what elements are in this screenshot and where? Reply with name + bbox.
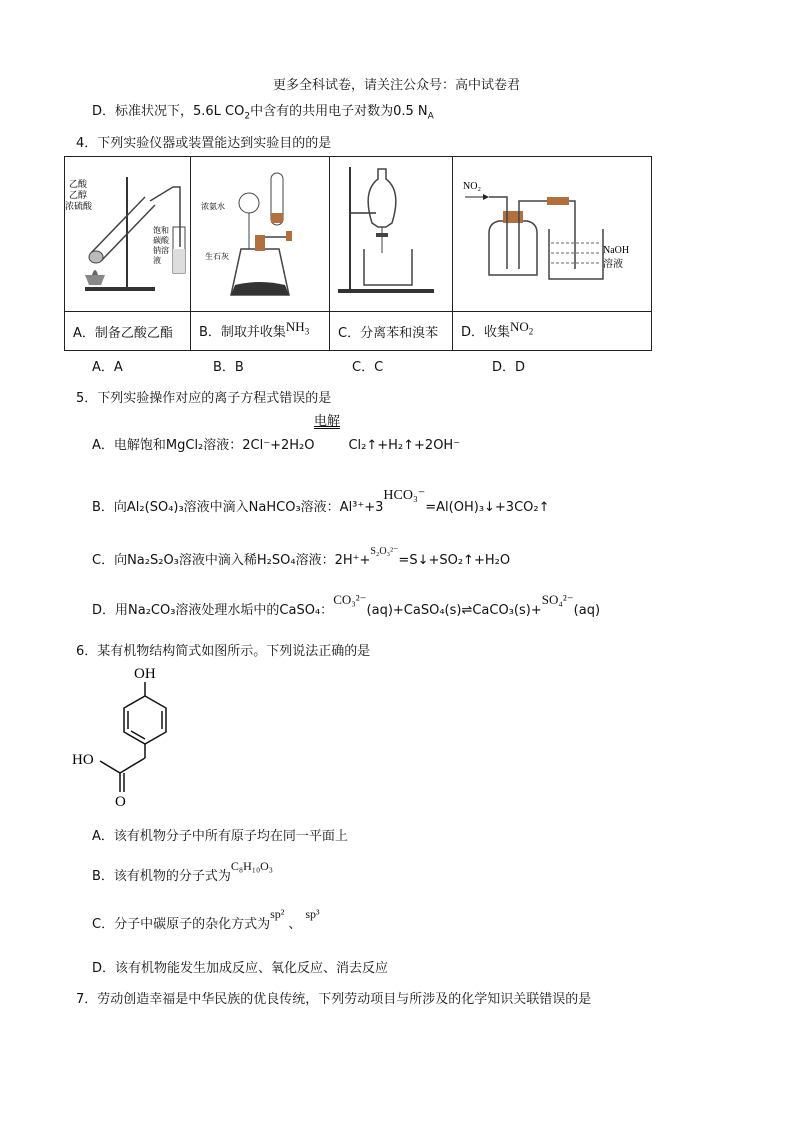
q3d-sub: 2 xyxy=(244,111,251,122)
label-o-bottom: O xyxy=(115,794,126,810)
q3-option-d xyxy=(92,100,434,122)
q4-answer-a[interactable]: A．A xyxy=(92,360,123,375)
q6c-prefix: C．分子中碳原子的杂化方式为 xyxy=(92,917,271,932)
q5-option-d xyxy=(92,592,601,618)
label-d-3: 溶液 xyxy=(603,259,623,270)
q4-answer-d[interactable]: D．D xyxy=(492,360,526,375)
q6c-sp3: sp³ xyxy=(305,907,320,921)
q5c-right: =S↓+SO₂↑+H₂O xyxy=(398,553,511,568)
q5d-mid: (aq)+CaSO₄(s)⇌CaCO₃(s)+ xyxy=(366,603,542,618)
label-a-6: 钠溶 xyxy=(153,246,169,255)
apparatus-b-cell xyxy=(191,157,330,312)
q4-stem: 4．下列实验仪器或装置能达到实验目的的是 xyxy=(76,136,332,151)
caption-c: C．分离苯和溴苯 xyxy=(330,312,453,351)
q5-option-a xyxy=(92,434,460,453)
caption-d xyxy=(453,312,652,351)
q6b-formula: C₈H₁₀O₃ xyxy=(230,859,273,873)
q5d-left: D．用Na₂CO₃溶液处理水垢中的CaSO₄： xyxy=(92,603,334,618)
q3d-prefix: D．标准状况下，5.6L CO xyxy=(92,104,245,119)
q3d-subA: A xyxy=(427,111,434,122)
page-header: 更多全科试卷，请关注公众号：高中试卷君 xyxy=(273,78,521,93)
q5d-ion2: SO₄²⁻ xyxy=(541,592,574,607)
caption-d-sub: 2 xyxy=(528,326,534,337)
caption-d-prefix: D．收集 xyxy=(461,324,511,340)
caption-b-sub: 3 xyxy=(304,326,310,337)
q5c-ion: S₂O₃²⁻ xyxy=(370,546,399,557)
apparatus-d-figure xyxy=(453,157,651,311)
q5a-left: A．电解饱和MgCl₂溶液：2Cl⁻+2H₂O xyxy=(92,438,315,453)
label-a-7: 液 xyxy=(153,256,161,265)
q5-stem: 5．下列实验操作对应的离子方程式错误的是 xyxy=(76,391,332,406)
q6-option-c xyxy=(92,907,320,932)
q4-apparatus-table xyxy=(64,156,652,351)
q6c-sp2: sp² xyxy=(270,907,285,921)
caption-b-formula-text: NH xyxy=(285,318,305,334)
label-b-2: 生石灰 xyxy=(205,252,229,261)
q6-option-b xyxy=(92,859,273,884)
label-a-2: 乙醇 xyxy=(69,191,88,201)
label-a-5: 碳酸 xyxy=(153,236,169,245)
q5-option-c xyxy=(92,546,511,568)
q4-answer-b[interactable]: B．B xyxy=(213,360,244,375)
label-ho-left: HO xyxy=(72,752,94,768)
q5-option-b xyxy=(92,488,550,516)
q6-option-a: A．该有机物分子中所有原子均在同一平面上 xyxy=(92,829,348,844)
q6c-sep: 、 xyxy=(288,917,302,932)
caption-d-formula xyxy=(510,318,534,337)
q5a-right: Cl₂↑+H₂↑+2OH⁻ xyxy=(348,438,461,453)
q6-structure-figure xyxy=(70,660,180,810)
apparatus-b-figure xyxy=(191,157,329,311)
label-a-4: 饱和 xyxy=(153,226,169,235)
label-d-2: NaOH xyxy=(603,245,630,256)
q6b-prefix: B．该有机物的分子式为 xyxy=(92,869,231,884)
q5d-ion1: CO₃²⁻ xyxy=(333,592,367,607)
caption-b-prefix: B．制取并收集 xyxy=(199,324,286,340)
apparatus-a-cell xyxy=(65,157,191,312)
apparatus-d-cell xyxy=(453,157,652,312)
apparatus-c-cell xyxy=(330,157,453,312)
q4-answer-c[interactable]: C．C xyxy=(352,360,384,375)
electrolysis-label: 电解 xyxy=(314,414,341,429)
label-b-1: 浓氨水 xyxy=(201,202,225,211)
q6-stem: 6．某有机物结构简式如图所示。下列说法正确的是 xyxy=(76,644,371,659)
caption-b xyxy=(191,312,330,351)
label-d-1: NO₂ xyxy=(463,181,481,192)
q6-option-d: D．该有机物能发生加成反应、氧化反应、消去反应 xyxy=(92,961,389,976)
q7-stem: 7．劳动创造幸福是中华民族的优良传统，下列劳动项目与所涉及的化学知识关联错误的是 xyxy=(76,992,592,1007)
q5d-right: (aq) xyxy=(573,603,601,618)
apparatus-c-figure xyxy=(330,157,452,311)
caption-a: A．制备乙酸乙酯 xyxy=(65,312,191,351)
caption-d-formula-text: NO xyxy=(510,318,529,334)
q5b-left: B．向Al₂(SO₄)₃溶液中滴入NaHCO₃溶液：Al³⁺+3 xyxy=(92,500,384,515)
caption-b-formula xyxy=(285,318,310,337)
q5b-right: =Al(OH)₃↓+3CO₂↑ xyxy=(425,500,550,515)
label-oh-top: OH xyxy=(134,666,156,682)
q5c-left: C．向Na₂S₂O₃溶液中滴入稀H₂SO₄溶液：2H⁺+ xyxy=(92,553,371,568)
label-a-1: 乙酸 xyxy=(69,180,88,190)
q3d-mid: 中含有的共用电子对数为0.5 N xyxy=(250,104,428,119)
q5b-ion: HCO₃⁻ xyxy=(383,488,426,503)
apparatus-a-figure xyxy=(65,157,190,311)
label-a-3: 浓硫酸 xyxy=(65,202,93,212)
